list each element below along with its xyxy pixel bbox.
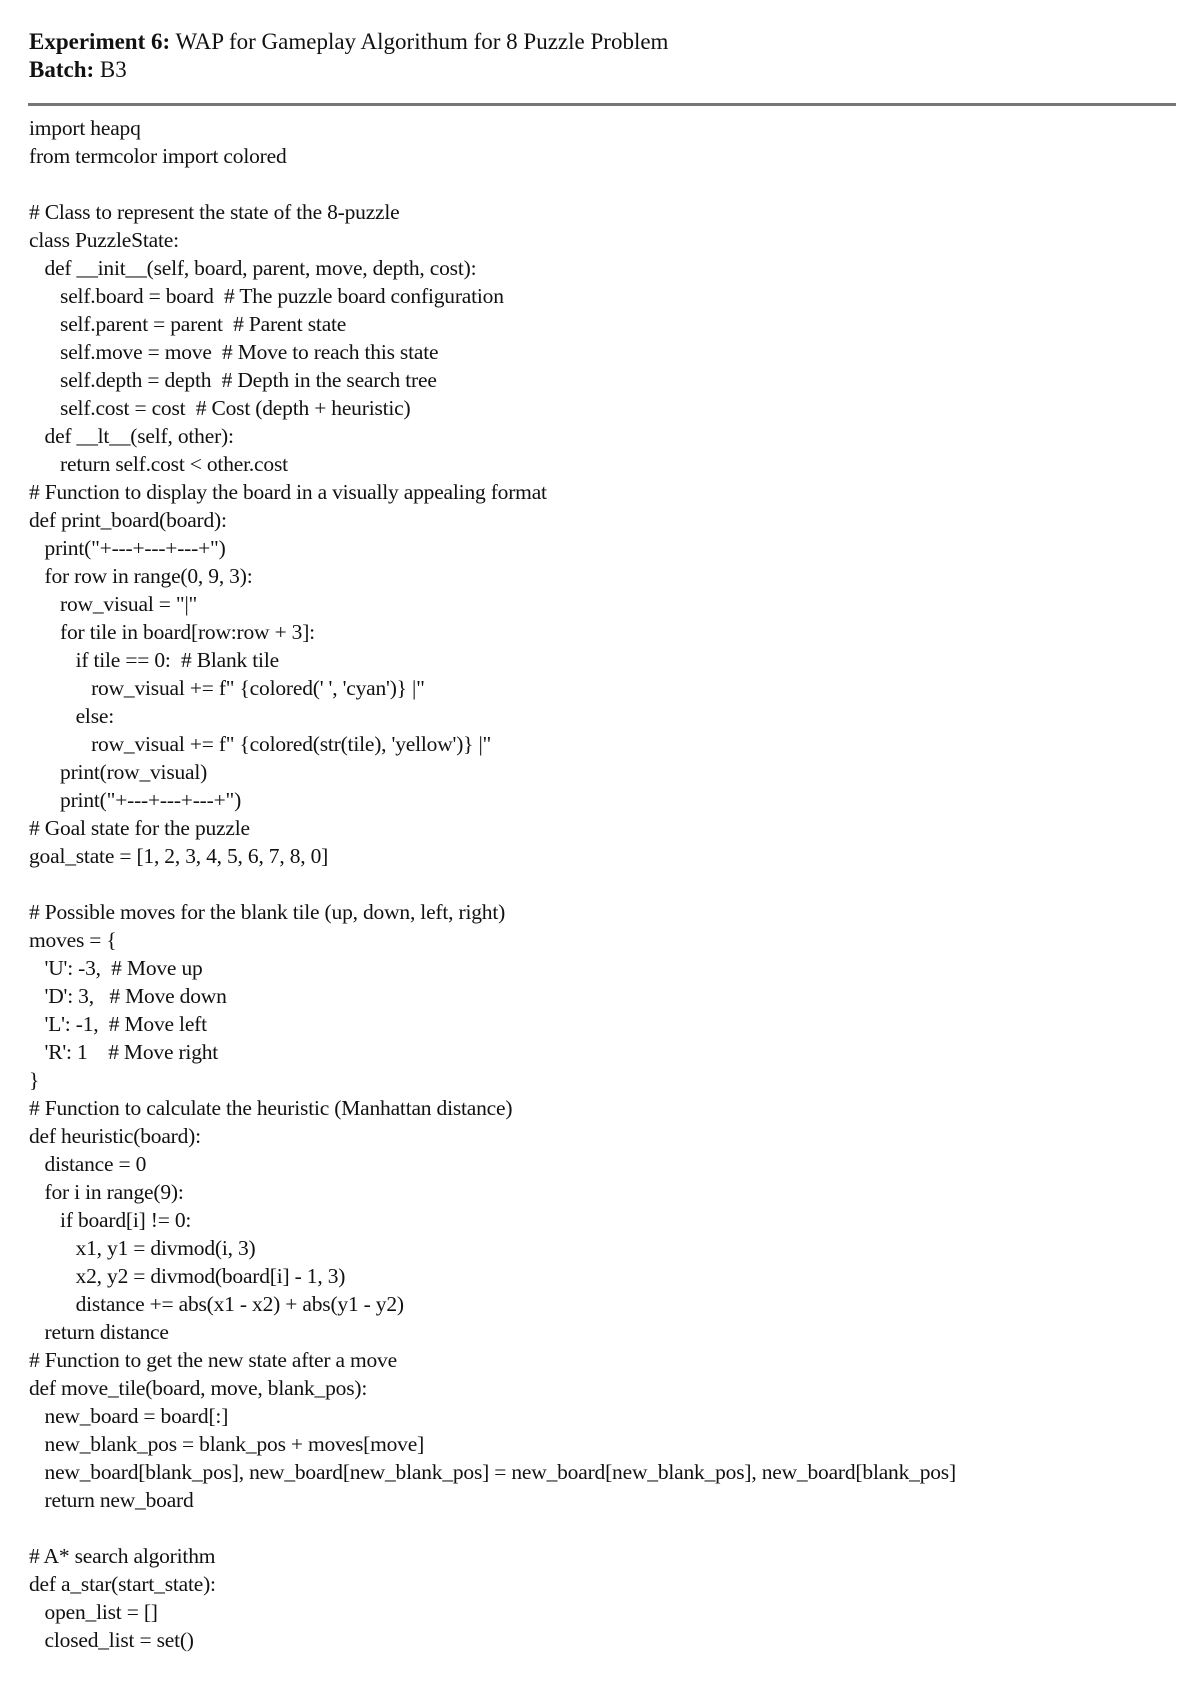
code-line: else: (29, 704, 114, 728)
code-line: distance += abs(x1 - x2) + abs(y1 - y2) (29, 1292, 404, 1316)
header-divider (28, 103, 1176, 106)
code-line: # Class to represent the state of the 8-puzzle (29, 200, 400, 224)
code-line: row_visual += f" {colored(' ', 'cyan')} |" (29, 676, 425, 700)
experiment-label: Experiment 6: (29, 29, 171, 54)
code-line (29, 870, 956, 898)
code-line: row_visual += f" {colored(str(tile), 'yellow')} |" (29, 732, 492, 756)
code-listing (29, 114, 956, 1654)
code-line: # A* search algorithm (29, 1544, 216, 1568)
code-line: def heuristic(board): (29, 1124, 201, 1148)
code-line: # Possible moves for the blank tile (up, down, left, right) (29, 900, 506, 924)
code-line: x1, y1 = divmod(i, 3) (29, 1236, 256, 1260)
code-line: def a_star(start_state): (29, 1572, 216, 1596)
code-line: new_board[blank_pos], new_board[new_blank_pos] = new_board[new_blank_pos], new_board[blank_pos] (29, 1460, 956, 1484)
code-line: row_visual = "|" (29, 592, 198, 616)
code-line: def move_tile(board, move, blank_pos): (29, 1376, 368, 1400)
code-line: 'D': 3, # Move down (29, 984, 227, 1008)
code-line: if tile == 0: # Blank tile (29, 648, 279, 672)
code-line (29, 170, 956, 198)
code-line: } (29, 1068, 40, 1092)
code-line (29, 1514, 956, 1542)
code-line: distance = 0 (29, 1152, 147, 1176)
code-line: new_board = board[:] (29, 1404, 229, 1428)
code-line: def print_board(board): (29, 508, 227, 532)
experiment-line (29, 28, 668, 56)
batch-line (29, 56, 668, 84)
code-line: 'R': 1 # Move right (29, 1040, 219, 1064)
code-line: return distance (29, 1320, 169, 1344)
code-line: for tile in board[row:row + 3]: (29, 620, 315, 644)
experiment-title: WAP for Gameplay Algorithum for 8 Puzzle Problem (175, 29, 669, 54)
batch-label: Batch: (29, 57, 95, 82)
code-line: # Function to display the board in a visually appealing format (29, 480, 547, 504)
code-line: # Goal state for the puzzle (29, 816, 250, 840)
code-line: self.board = board # The puzzle board configuration (29, 284, 504, 308)
code-line: print(row_visual) (29, 760, 208, 784)
code-line: from termcolor import colored (29, 144, 287, 168)
code-line: def __init__(self, board, parent, move, depth, cost): (29, 256, 477, 280)
code-line: # Function to calculate the heuristic (Manhattan distance) (29, 1096, 513, 1120)
code-line: 'L': -1, # Move left (29, 1012, 207, 1036)
code-line: goal_state = [1, 2, 3, 4, 5, 6, 7, 8, 0] (29, 844, 329, 868)
code-line: 'U': -3, # Move up (29, 956, 203, 980)
code-line: self.cost = cost # Cost (depth + heuristic) (29, 396, 411, 420)
code-line: closed_list = set() (29, 1628, 194, 1652)
code-line: return self.cost < other.cost (29, 452, 288, 476)
batch-value: B3 (99, 57, 127, 82)
code-line: new_blank_pos = blank_pos + moves[move] (29, 1432, 425, 1456)
code-line: for row in range(0, 9, 3): (29, 564, 253, 588)
code-line: print("+---+---+---+") (29, 788, 242, 812)
code-line: moves = { (29, 928, 117, 952)
code-line: for i in range(9): (29, 1180, 184, 1204)
code-line: print("+---+---+---+") (29, 536, 226, 560)
code-line: def __lt__(self, other): (29, 424, 234, 448)
code-line: if board[i] != 0: (29, 1208, 192, 1232)
code-line: # Function to get the new state after a move (29, 1348, 397, 1372)
code-line: self.depth = depth # Depth in the search tree (29, 368, 437, 392)
code-line: x2, y2 = divmod(board[i] - 1, 3) (29, 1264, 346, 1288)
code-line: import heapq (29, 116, 141, 140)
code-line: self.move = move # Move to reach this state (29, 340, 439, 364)
code-line: open_list = [] (29, 1600, 158, 1624)
code-line: self.parent = parent # Parent state (29, 312, 347, 336)
code-line: return new_board (29, 1488, 194, 1512)
document-header (29, 28, 668, 84)
code-line: class PuzzleState: (29, 228, 179, 252)
